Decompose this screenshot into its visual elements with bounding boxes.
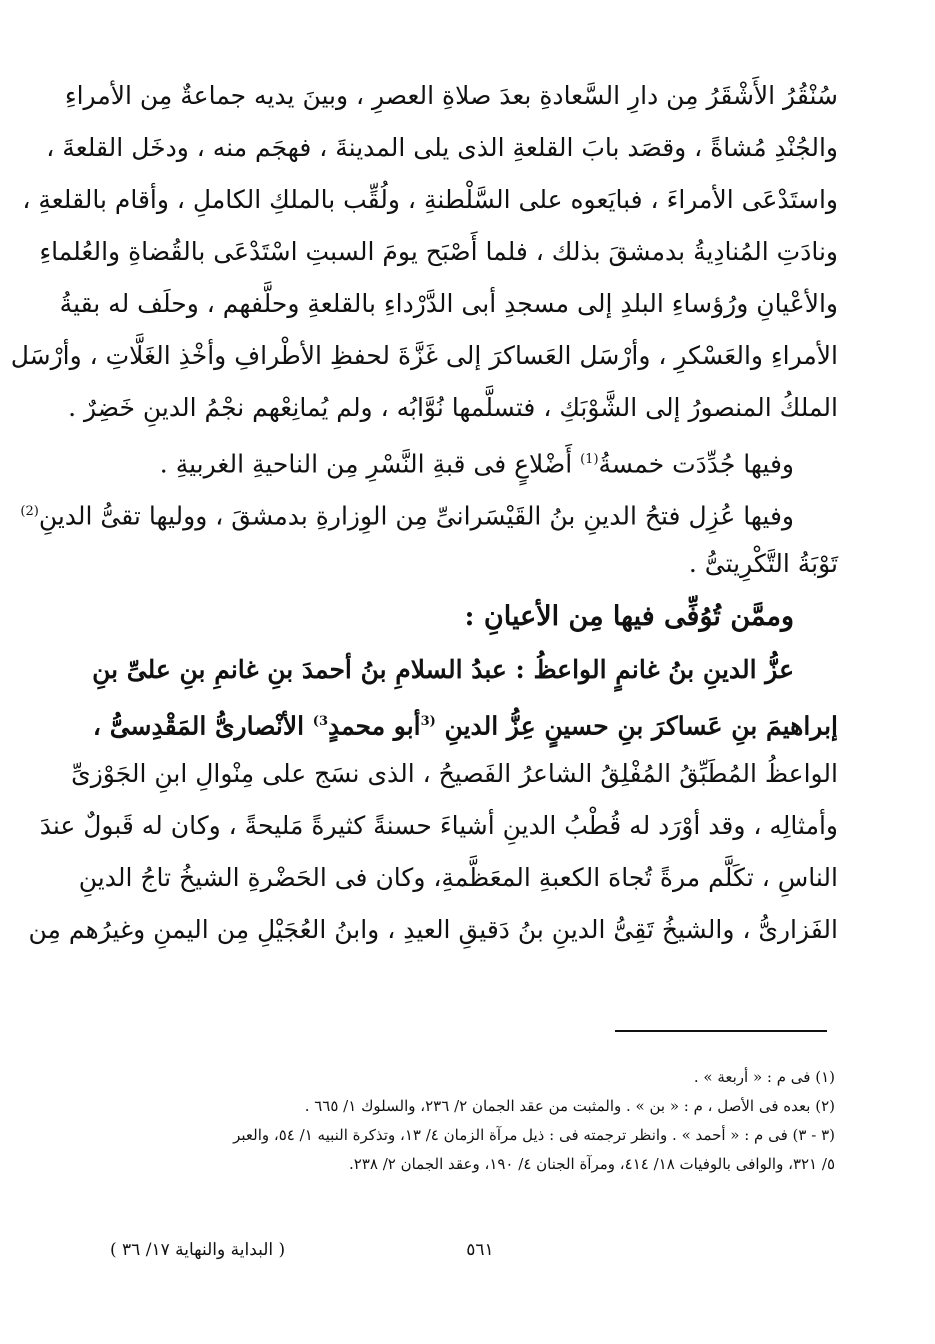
text-line: الواعظُ المُطَبِّقُ المُفْلِقُ الشاعرُ الفَصيحُ ، الذى نسَج على مِنْوالِ ابنِ الجَوْزىِّ bbox=[71, 759, 838, 788]
footnote-marker: (3 bbox=[420, 714, 436, 729]
page-number: ٥٦١ bbox=[466, 1240, 494, 1260]
paragraph-2 bbox=[118, 434, 838, 486]
footnote-marker: (2) bbox=[20, 504, 39, 519]
text-line: والأعْيانِ ورُؤساءِ البلدِ إلى مسجدِ أبى الدَّرْداءِ بالقلعةِ وحلَّفهم ، وحلَف له بقيةُ bbox=[59, 289, 838, 318]
text-segment: وفيها جُدِّدَت خمسةُ bbox=[598, 449, 794, 479]
footnote: (٢) بعده فى الأصل ، م : « بن » . والمثبت من عقد الجمان ٢/ ٢٣٦، والسلوك ١/ ٦٦٥ . bbox=[304, 1097, 835, 1115]
footnote-marker: 3) bbox=[312, 714, 328, 729]
text-line: الفَزارىُّ ، والشيخُ تَقِىُّ الدينِ بنُ دَقيقِ العيدِ ، وابنُ العُجَيْلِ مِن اليمنِ وغيرُهم مِن bbox=[28, 915, 838, 944]
biography-name-line bbox=[92, 696, 838, 748]
biography-entry bbox=[28, 644, 838, 956]
text-line: وأمثالِه ، وقد أوْرَد له قُطْبُ الدينِ أشياءَ حسنةً كثيرةً مَليحةً ، وكان له قَبولٌ عندَ bbox=[39, 811, 838, 840]
text-segment: وفيها عُزِل فتحُ الدينِ بنُ القَيْسَرانىِّ مِن الوِزارةِ بدمشقَ ، ووليها تقىُّ الدينِ bbox=[38, 501, 794, 531]
footnotes bbox=[140, 1063, 835, 1179]
text-line: واستَدْعَى الأمراءَ ، فبايَعوه على السَّلْطنةِ ، ولُقِّب بالملكِ الكاملِ ، وأقام بالقلعةِ ، bbox=[22, 185, 838, 214]
text-segment: أبو محمدٍ bbox=[327, 711, 421, 741]
section-heading: وممَّن تُوُفِّى فيها مِن الأعيانِ : bbox=[464, 601, 794, 632]
text-line: ونادَتِ المُنادِيةُ بدمشقَ بذلك ، فلما أَصْبَح يومَ السبتِ اسْتَدْعَى بالقُضاةِ والعُلماءِ bbox=[39, 237, 838, 266]
footnote-marker: (1) bbox=[580, 452, 599, 467]
main-text bbox=[10, 70, 838, 956]
text-line: سُنْقُرُ الأَشْقَرُ مِن دارِ السَّعادةِ بعدَ صلاةِ العصرِ ، وبينَ يديه جماعةٌ مِن الأمراءِ bbox=[64, 81, 838, 110]
paragraph-3 bbox=[20, 486, 838, 590]
footnote-separator bbox=[615, 1030, 827, 1032]
footnote: (١) فى م : « أربعة » . bbox=[693, 1068, 835, 1086]
text-line bbox=[20, 486, 838, 538]
page-footer bbox=[110, 1240, 835, 1270]
biography-name-line: عزُّ الدينِ بنُ غانمٍ الواعظُ : عبدُ السلامِ بنُ أحمدَ بنِ غانمِ بنِ علىِّ بنِ bbox=[92, 655, 794, 684]
text-line: والجُنْدِ مُشاةً ، وقصَد بابَ القلعةِ الذى يلى المدينةَ ، فهجَم منه ، ودخَل القلعةَ ، bbox=[46, 133, 838, 162]
text-segment: إبراهيمَ بنِ عَساكرَ بنِ حسينٍ عِزُّ الدينِ bbox=[435, 711, 838, 741]
text-line: الأمراءِ والعَسْكرِ ، وأرْسَل العَساكرَ إلى غَزَّةَ لحفظِ الأطْرافِ وأخْذِ الغَلَّاتِ ، وأرْسَل bbox=[10, 341, 838, 370]
text-segment: الأنْصارىُّ المَقْدِسىُّ ، bbox=[92, 711, 313, 741]
text-segment: أَضْلاعٍ فى قبةِ النَّسْرِ مِن الناحيةِ الغربيةِ . bbox=[159, 449, 581, 479]
text-line: الناسِ ، تكَلَّم مرةً تُجاهَ الكعبةِ المعَظَّمةِ، وكان فى الحَضْرةِ الشيخُ تاجُ الدينِ bbox=[78, 863, 838, 892]
source-reference: ( البداية والنهاية ١٧/ ٣٦ ) bbox=[110, 1240, 286, 1260]
text-line: تَوْبَةُ التَّكْرِيتىُّ . bbox=[688, 549, 838, 578]
text-line: الملكُ المنصورُ إلى الشَّوْبَكِ ، فتسلَّمها نُوَّابُه ، ولم يُمانِعْهم نجْمُ الدينِ خَضِرٌ . bbox=[68, 393, 838, 422]
footnote: (٣ - ٣) فى م : « أحمد » . وانظر ترجمته فى : ذيل مرآة الزمان ٤/ ١٣، وتذكرة النبيه ١/ ٥٤، والعبر bbox=[233, 1126, 835, 1144]
footnote: ٥/ ٣٢١، والوافى بالوفيات ١٨/ ٤١٤، ومرآة الجنان ٤/ ١٩٠، وعقد الجمان ٢/ ٢٣٨. bbox=[348, 1155, 835, 1173]
paragraph-1 bbox=[10, 70, 838, 434]
